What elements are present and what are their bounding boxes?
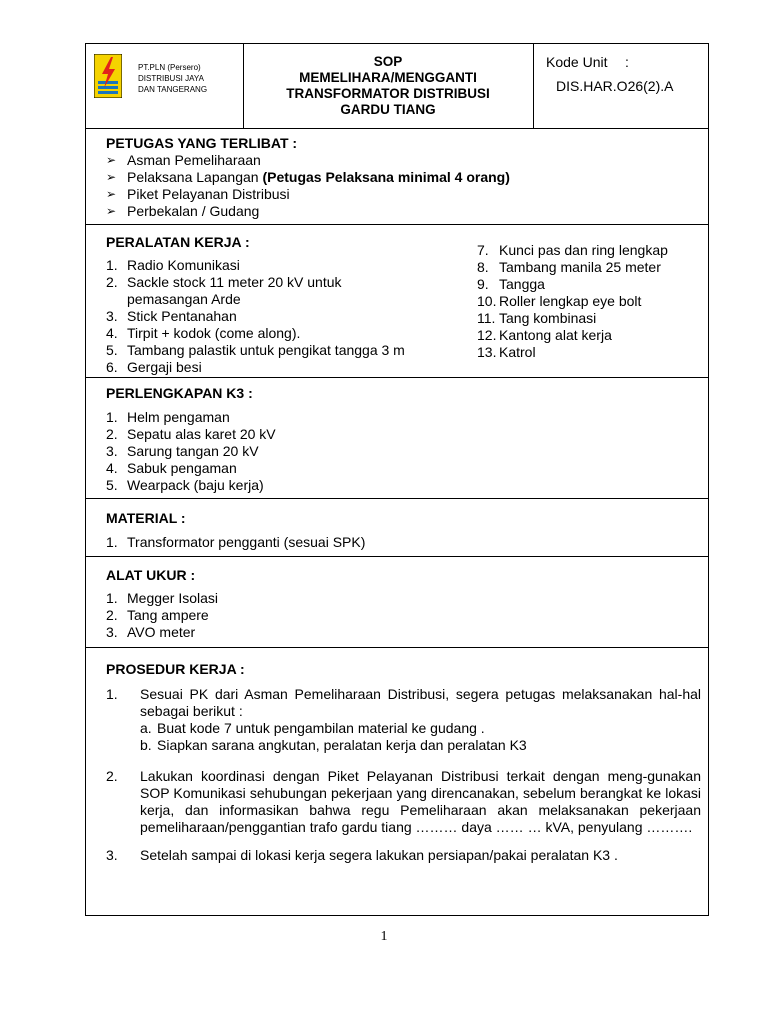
document-header <box>86 44 708 129</box>
list-item: 2. Tang ampere <box>106 607 209 623</box>
prosedur-substep: b. Siapkan sarana angkutan, peralatan kerja dan peralatan K3 <box>140 737 527 753</box>
prosedur-list <box>106 686 701 864</box>
company-cell <box>86 44 244 128</box>
list-item: 2. Sackle stock 11 meter 20 kV untuk <box>106 274 342 290</box>
sop-title-line: TRANSFORMATOR DISTRIBUSI <box>286 86 490 101</box>
page-number: 1 <box>380 929 388 944</box>
petugas-section <box>86 128 708 225</box>
list-item: 2. Sepatu alas karet 20 kV <box>106 426 276 442</box>
list-item: 1. Transformator pengganti (sesuai SPK) <box>106 534 366 550</box>
list-item: 13. Katrol <box>477 344 536 360</box>
peralatan-section <box>86 225 708 378</box>
section-title: PETUGAS YANG TERLIBAT : <box>106 135 298 151</box>
kode-unit-colon: : <box>625 54 629 70</box>
prosedur-section <box>86 648 708 915</box>
prosedur-step: 2. Lakukan koordinasi dengan Piket Pelayanan Distribusi terkait dengan meng-gunakan SOP Komunikasi sehubungan pekerjaan yang direncanakan, sebelum berangkat ke lokasi kerja, dan informasikan bahwa regu Pemeliharaan akan melaksanakan pekerjaan pemeliharaan/penggantian trafo gardu tiang ……… daya …… … kVA, penyulang ………. <box>106 768 701 835</box>
list-item: 9. Tangga <box>477 276 545 292</box>
alat-ukur-list <box>106 590 218 641</box>
company-line: PT.PLN (Persero) <box>138 63 201 72</box>
sop-title-line: MEMELIHARA/MENGGANTI <box>299 70 477 85</box>
list-item: ➢ Asman Pemeliharaan <box>106 152 261 168</box>
arrow-bullet-icon: ➢ <box>106 170 117 184</box>
sop-document <box>85 43 709 916</box>
petugas-list <box>106 152 510 220</box>
list-item: ➢ Piket Pelayanan Distribusi <box>106 186 290 202</box>
list-item: 4. Tirpit + kodok (come along). <box>106 325 301 341</box>
prosedur-substep: a. Buat kode 7 untuk pengambilan material ke gudang . <box>140 720 485 736</box>
sop-title <box>243 44 534 128</box>
company-name <box>138 62 207 95</box>
kode-unit-value: DIS.HAR.O26(2).A <box>556 78 674 94</box>
list-item: 4. Sabuk pengaman <box>106 460 237 476</box>
emphasis-text: (Petugas Pelaksana minimal 4 orang) <box>262 169 510 185</box>
material-list <box>106 534 365 551</box>
arrow-bullet-icon: ➢ <box>106 153 117 167</box>
list-item: ➢ Perbekalan / Gudang <box>106 203 260 219</box>
alat-ukur-section <box>86 557 708 648</box>
company-line: DISTRIBUSI JAYA <box>138 74 204 83</box>
list-item: 5. Wearpack (baju kerja) <box>106 477 264 493</box>
prosedur-step: 3. Setelah sampai di lokasi kerja segera lakukan persiapan/pakai peralatan K3 . <box>106 847 618 863</box>
list-item: pemasangan Arde <box>127 291 241 307</box>
list-item: 1. Helm pengaman <box>106 409 230 425</box>
kode-unit-cell <box>534 44 708 128</box>
list-item: 11. Tang kombinasi <box>477 310 597 326</box>
arrow-bullet-icon: ➢ <box>106 204 117 218</box>
arrow-bullet-icon: ➢ <box>106 187 117 201</box>
list-item: 5. Tambang palastik untuk pengikat tangga 3 m <box>106 342 405 358</box>
material-section <box>86 499 708 557</box>
pln-logo-icon <box>94 54 122 98</box>
list-item: ➢ Pelaksana Lapangan (Petugas Pelaksana minimal 4 orang) <box>106 169 510 185</box>
list-item: 8. Tambang manila 25 meter <box>477 259 661 275</box>
section-title: PERLENGKAPAN K3 : <box>106 385 253 401</box>
company-line: DAN TANGERANG <box>138 85 208 94</box>
list-item: 3. AVO meter <box>106 624 196 640</box>
sop-title-line: SOP <box>373 54 403 69</box>
section-title: ALAT UKUR : <box>106 567 196 583</box>
list-item: 1. Megger Isolasi <box>106 590 219 606</box>
section-title: MATERIAL : <box>106 510 186 526</box>
list-item: 10. Roller lengkap eye bolt <box>477 293 642 309</box>
peralatan-list-right <box>477 242 668 361</box>
list-item: 3. Stick Pentanahan <box>106 308 237 324</box>
section-title: PROSEDUR KERJA : <box>106 661 245 677</box>
k3-section <box>86 378 708 499</box>
list-item: 6. Gergaji besi <box>106 359 202 375</box>
k3-list <box>106 409 276 494</box>
kode-unit-label: Kode Unit <box>546 54 608 70</box>
list-item: 7. Kunci pas dan ring lengkap <box>477 242 668 258</box>
list-item: 1. Radio Komunikasi <box>106 257 240 273</box>
peralatan-list-left <box>106 257 405 376</box>
sop-title-line: GARDU TIANG <box>340 102 436 117</box>
section-title: PERALATAN KERJA : <box>106 234 250 250</box>
list-item: 12. Kantong alat kerja <box>477 327 612 343</box>
prosedur-step: 1. Sesuai PK dari Asman Pemeliharaan Distribusi, segera petugas melaksanakan hal-hal sebagai berikut : a. Buat kode 7 untuk pengambilan material ke gudang . b. Siapkan sarana angkutan, peralatan kerja dan peralatan K3 <box>106 686 701 753</box>
list-item: 3. Sarung tangan 20 kV <box>106 443 259 459</box>
